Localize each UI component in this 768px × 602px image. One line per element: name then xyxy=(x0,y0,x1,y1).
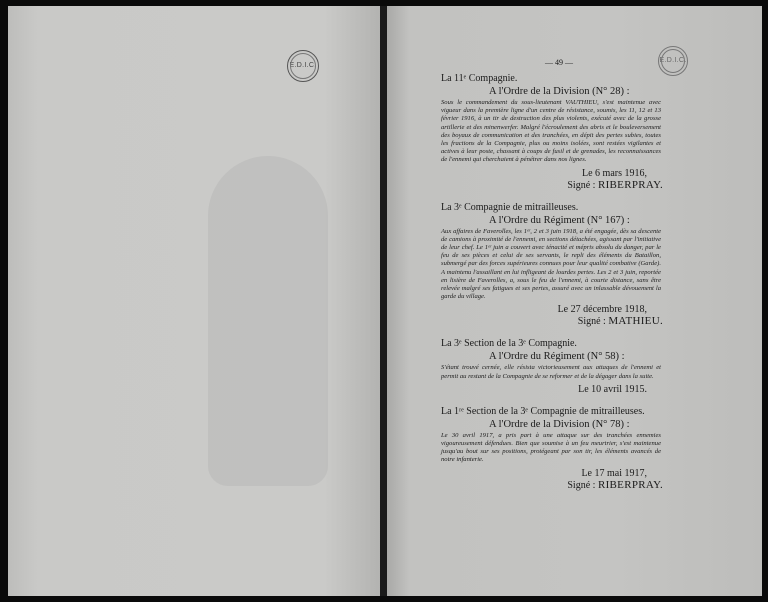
left-page xyxy=(8,6,380,596)
page-number: — 49 — xyxy=(545,58,573,67)
citation-date: Le 10 avril 1915. xyxy=(578,383,647,395)
signature xyxy=(429,179,663,191)
signature-prefix: Signé : xyxy=(577,316,609,328)
library-stamp-faint: E.D.I.C. xyxy=(658,46,688,76)
citation-date: Le 17 mai 1917, xyxy=(581,467,647,479)
order-reference: A l'Ordre du Régiment (N° 58) : xyxy=(489,351,625,363)
citation-text: Le 30 avril 1917, a pris part à une attaque sur des tranchées ennemies vigoureusement défendues. Bien que soumise à un feu meurtrier, s'est maintenue jusqu'au bout sur ses positions, protégeant par son tir, les éléments avancés de notre infanterie. xyxy=(441,431,661,464)
signature xyxy=(429,315,663,327)
book-gutter xyxy=(380,6,387,596)
signature-name: RIBERPRAY. xyxy=(597,478,663,491)
citation-text: Sous le commandement du sous-lieutenant VAUTHIEU, s'est maintenue avec vigueur dans la première ligne d'un centre de résistance, soumis, les 11, 12 et 13 février 1916, à un tir de destruction des plus violents, exécuté avec de la grosse artillerie et des minenwerfer. Malgré l'écroulement des abris et le bouleversement des boyaux de communication et des tranchées, en dépit des pertes subies, toutes les fractions de la Compagnie, plus ou moins isolées, sont restées vigilantes et actives à leur poste, chassant à coups de fusil et de grenades, les reconnaissances de l'ennemi qui cherchaient à pénétrer dans nos lignes. xyxy=(441,99,661,164)
signature-name: RIBERPRAY. xyxy=(597,178,663,191)
signature-prefix: Signé : xyxy=(567,179,598,191)
citation-entry xyxy=(429,202,661,328)
unit-name: La 1ʳᵉ Section de la 3ᵉ Compagnie de mitrailleuses. xyxy=(441,405,645,417)
citation-date: Le 6 mars 1916, xyxy=(582,167,647,179)
citation-entry xyxy=(429,73,661,191)
order-reference: A l'Ordre de la Division (N° 78) : xyxy=(489,418,630,430)
signature-prefix: Signé : xyxy=(567,479,598,491)
signature xyxy=(429,479,663,491)
signature-name: MATHIEU. xyxy=(608,315,663,328)
citation-text: Aux affaires de Faverolles, les 1ᵉʳ, 2 et 3 juin 1918, a été engagée, dès sa descente de camions à proximité de l'ennemi, en sections détachées, agissant par l'initiative de leur chef. Le 1ᵉʳ juin a couvert avec ténacité et mépris absolu du danger, par le feu de ses pièces et celui de ses servants, le repli des éléments du Bataillon, submergé par des forces supérieures connues pour leur qualité combative (Garde). A maintenu l'assaillant en lui infligeant de lourdes pertes. Les 2 et 3 juin, reportée en lisière de Faverolles, a, sous le feu de l'ennemi, à courte distance, sans être relevée malgré ses fatigues et ses pertes, assuré avec un inlassable dévouement la garde du village. xyxy=(441,227,661,301)
page-text xyxy=(429,58,661,502)
unit-name: La 3ᵉ Section de la 3ᵉ Compagnie. xyxy=(441,338,577,350)
library-stamp: E.D.I.C. xyxy=(287,50,319,82)
citation-entry xyxy=(429,406,661,491)
citation-text: S'étant trouvé cernée, elle résista victorieusement aux attaques de l'ennemi et permit au restant de la Compagnie de se reformer et de la dégager dans la suite. xyxy=(441,364,661,380)
bleed-through-shadow xyxy=(208,156,328,486)
order-reference: A l'Ordre du Régiment (N° 167) : xyxy=(489,214,630,226)
unit-name: La 3ᵉ Compagnie de mitrailleuses. xyxy=(441,201,579,213)
unit-name: La 11ᵉ Compagnie. xyxy=(441,73,518,84)
citation-entry xyxy=(429,338,661,394)
order-reference: A l'Ordre de la Division (N° 28) : xyxy=(489,86,630,97)
citation-date: Le 27 décembre 1918, xyxy=(557,304,647,316)
